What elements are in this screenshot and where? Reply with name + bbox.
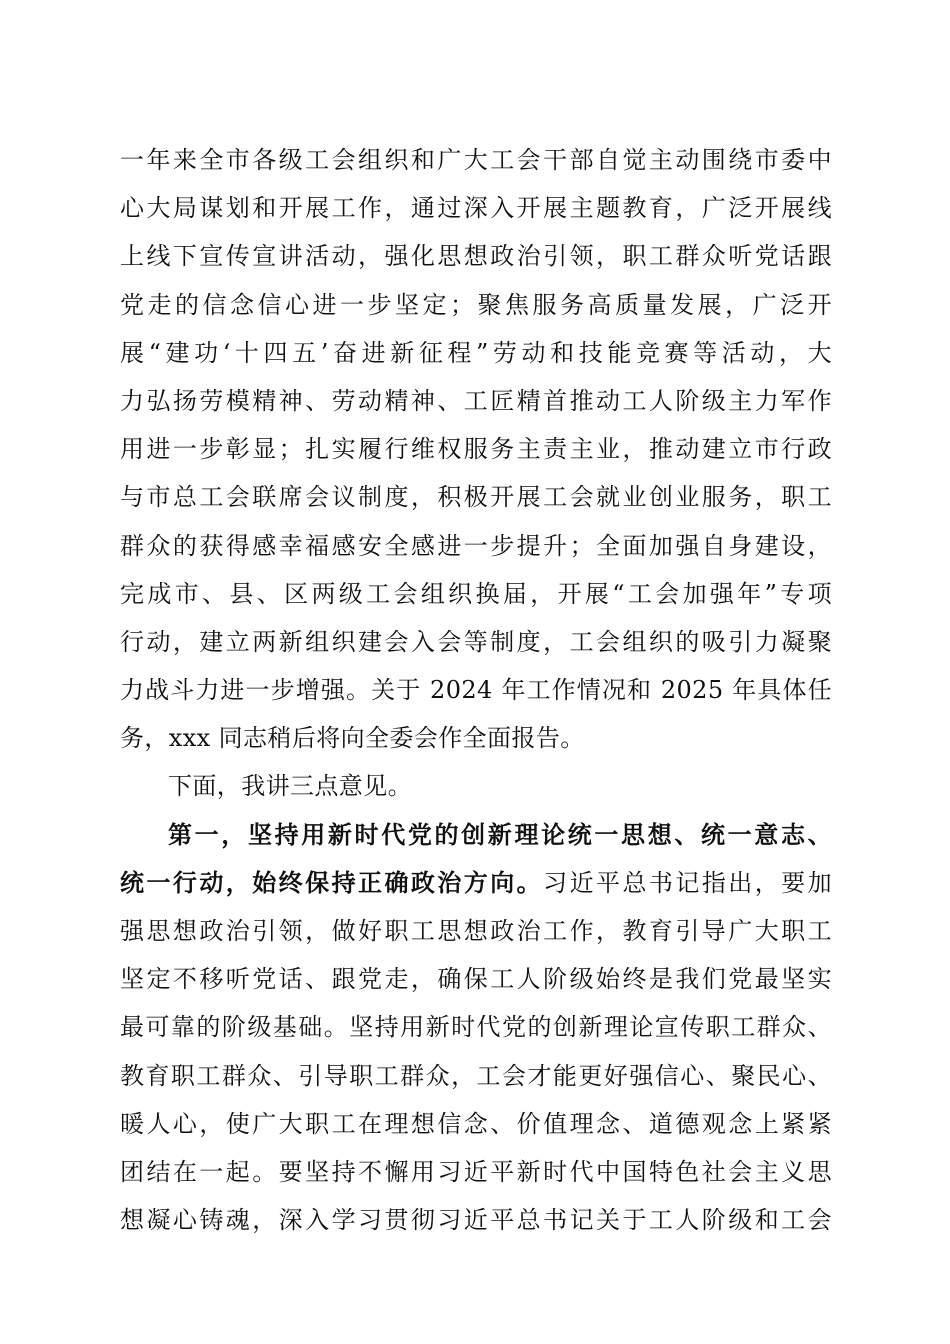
text-line: 务，xxx 同志稍后将向全委会作全面报告。 bbox=[120, 724, 585, 753]
text-line: 一年来全市各级工会组织和广大工会干部自觉主动围绕市委中 bbox=[120, 146, 832, 174]
text-line: 与市总工会联席会议制度，积极开展工会就业创业服务，职工 bbox=[120, 483, 832, 512]
text-line: 行动，建立两新组织建会入会等制度，工会组织的吸引力凝聚 bbox=[120, 627, 832, 656]
text-line: 团结在一起。要坚持不懈用习近平新时代中国特色社会主义思 bbox=[120, 1157, 832, 1186]
text-line: 心大局谋划和开展工作，通过深入开展主题教育，广泛开展线 bbox=[120, 194, 832, 223]
section-heading-continuation: 统一行动，始终保持正确政治方向。 bbox=[120, 867, 544, 897]
text-line: 群众的获得感幸福感安全感进一步提升；全面加强自身建设， bbox=[120, 531, 832, 560]
text-line bbox=[120, 859, 832, 907]
text-line: 暖人心，使广大职工在理想信念、价值理念、道德观念上紧紧 bbox=[120, 1109, 832, 1138]
text-line-rest: 习近平总书记指出，要加 bbox=[543, 868, 832, 897]
text-line: 下面，我讲三点意见。 bbox=[168, 772, 412, 801]
text-line: 党走的信念信心进一步坚定；聚焦服务高质量发展，广泛开 bbox=[120, 290, 832, 319]
text-line: 展“建功‘十四五’奋进新征程”劳动和技能竞赛等活动，大 bbox=[120, 338, 832, 367]
text-line: 用进一步彰显；扎实履行维权服务主责主业，推动建立市行政 bbox=[120, 435, 832, 464]
section-heading-line: 第一，坚持用新时代党的创新理论统一思想、统一意志、 bbox=[168, 819, 832, 849]
text-line: 上线下宣传宣讲活动，强化思想政治引领，职工群众听党话跟 bbox=[120, 242, 832, 271]
text-line: 力战斗力进一步增强。关于 2024 年工作情况和 2025 年具体任 bbox=[120, 676, 832, 705]
text-line: 完成市、县、区两级工会组织换届，开展“工会加强年”专项 bbox=[120, 579, 832, 608]
text-line: 想凝心铸魂，深入学习贯彻习近平总书记关于工人阶级和工会 bbox=[120, 1206, 832, 1235]
text-line: 坚定不移听党话、跟党走，确保工人阶级始终是我们党最坚实 bbox=[120, 965, 832, 994]
text-line: 教育职工群众、引导职工群众，工会才能更好强信心、聚民心、 bbox=[120, 1061, 832, 1090]
text-line: 最可靠的阶级基础。坚持用新时代党的创新理论宣传职工群众、 bbox=[120, 1013, 832, 1042]
text-line: 强思想政治引领，做好职工思想政治工作，教育引导广大职工 bbox=[120, 917, 832, 945]
document-body bbox=[120, 136, 832, 1244]
text-line: 力弘扬劳模精神、劳动精神、工匠精首推动工人阶级主力军作 bbox=[120, 386, 832, 415]
